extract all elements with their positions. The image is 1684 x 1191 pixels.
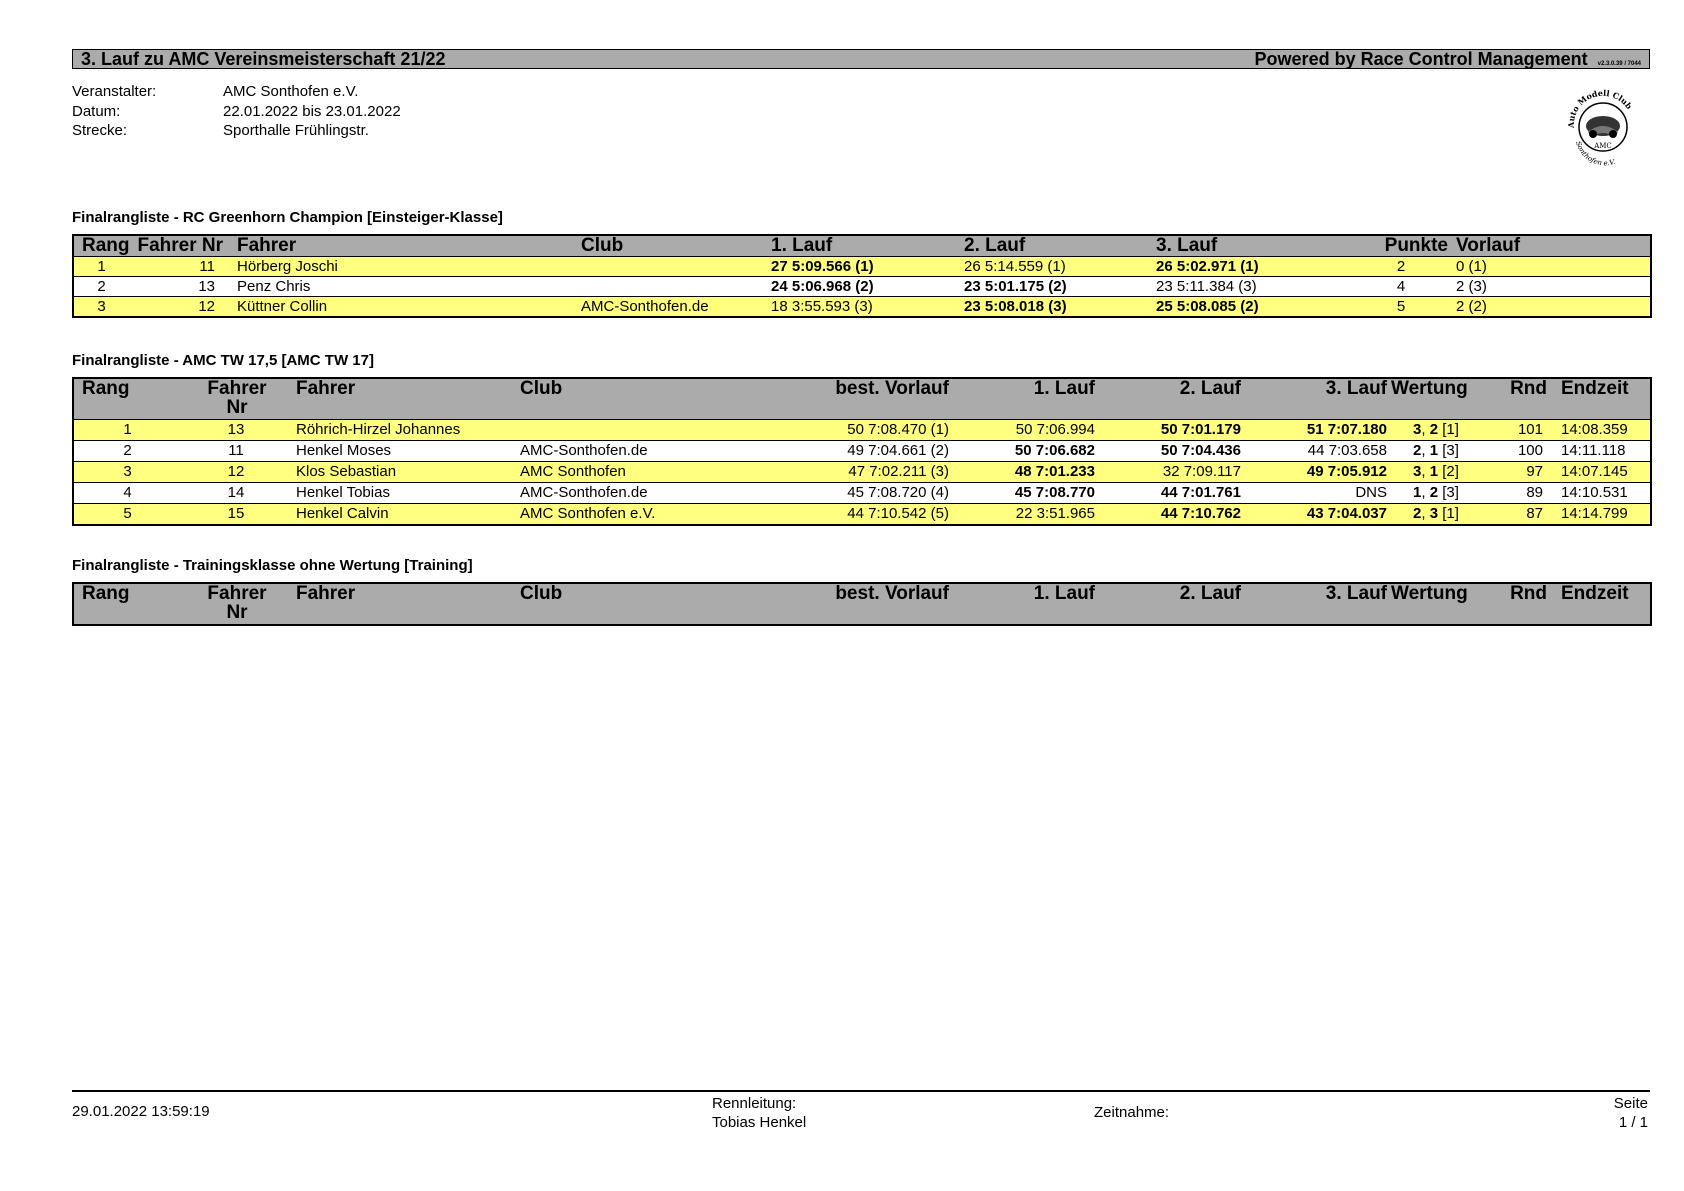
cell-club: AMC Sonthofen — [520, 462, 765, 483]
col-rang: Rang — [82, 378, 130, 399]
wertung-bracket: [3] — [1442, 484, 1459, 501]
report-header-bar — [72, 49, 1650, 69]
cell-lauf2: 26 5:14.559 (1) — [964, 257, 1156, 277]
col-lauf2: 2. Lauf — [964, 235, 1026, 256]
cell-best-vorlauf: 44 7:10.542 (5) — [765, 504, 953, 526]
col-endzeit: Endzeit — [1561, 378, 1629, 399]
cell-endzeit: 14:14.799 — [1551, 504, 1651, 526]
cell-nr: 12 — [129, 297, 229, 318]
page-label: Seite — [1613, 1095, 1648, 1112]
col-fahrer-nr: Fahrer Nr — [207, 378, 267, 418]
cell-club — [581, 257, 771, 277]
print-timestamp: 29.01.2022 13:59:19 — [72, 1103, 210, 1120]
col-fahrer: Fahrer — [296, 378, 356, 399]
version-label: v2.3.0.39 / 7044 — [1597, 60, 1641, 67]
cell-lauf3: 25 5:08.085 (2) — [1156, 297, 1346, 318]
cell-vorlauf: 0 (1) — [1456, 257, 1651, 277]
cell-club: AMC Sonthofen e.V. — [520, 504, 765, 526]
col-lauf2: 2. Lauf — [1179, 583, 1241, 604]
cell-rnd: 97 — [1481, 462, 1551, 483]
cell-club — [520, 420, 765, 441]
page-indicator — [1614, 1094, 1648, 1132]
cell-punkte: 5 — [1346, 297, 1456, 318]
organizer-label: Veranstalter: — [72, 83, 157, 100]
cell-lauf3: 44 7:03.658 — [1245, 441, 1391, 462]
race-director-name: Tobias Henkel — [712, 1114, 807, 1131]
cell-wertung: 1, 2 [3] — [1391, 483, 1481, 504]
wertung-first: 3 — [1413, 463, 1422, 480]
col-best-vorlauf: best. Vorlauf — [835, 583, 949, 604]
cell-fahrer: Penz Chris — [229, 277, 581, 297]
table-row — [73, 297, 1651, 318]
cell-lauf2: 23 5:01.175 (2) — [964, 277, 1156, 297]
col-lauf1: 1. Lauf — [771, 235, 833, 256]
club-logo — [1560, 82, 1646, 168]
cell-punkte: 4 — [1346, 277, 1456, 297]
cell-lauf1: 27 5:09.566 (1) — [771, 257, 964, 277]
cell-nr: 11 — [181, 441, 273, 462]
cell-wertung: 3, 2 [1] — [1391, 420, 1481, 441]
cell-club: AMC-Sonthofen.de — [520, 441, 765, 462]
col-lauf3: 3. Lauf — [1156, 235, 1218, 256]
cell-rang: 1 — [73, 257, 129, 277]
wertung-second: 1 — [1429, 463, 1439, 480]
cell-club: AMC-Sonthofen.de — [520, 483, 765, 504]
cell-rang: 2 — [73, 277, 129, 297]
table-header-row — [73, 378, 1651, 420]
wertung-bracket: [1] — [1442, 421, 1459, 438]
table-header-row — [73, 583, 1651, 625]
logo-bottom-text: Sonthofen e.V. — [1573, 140, 1617, 168]
col-lauf1: 1. Lauf — [1033, 583, 1095, 604]
tw17-results-table — [72, 377, 1652, 526]
col-lauf2: 2. Lauf — [1179, 378, 1241, 399]
cell-lauf1: 48 7:01.233 — [953, 462, 1099, 483]
cell-lauf3: 43 7:04.037 — [1245, 504, 1391, 526]
col-punkte: Punkte — [1384, 235, 1448, 256]
cell-lauf3: 23 5:11.384 (3) — [1156, 277, 1346, 297]
wertung-bracket: [3] — [1442, 442, 1459, 459]
col-fahrer-nr: Fahrer Nr — [207, 583, 267, 623]
section1-title: Finalrangliste - RC Greenhorn Champion [Einsteiger-Klasse] — [72, 209, 503, 226]
cell-nr: 12 — [181, 462, 273, 483]
date-value: 22.01.2022 bis 23.01.2022 — [223, 102, 401, 120]
cell-best-vorlauf: 49 7:04.661 (2) — [765, 441, 953, 462]
table-row — [73, 257, 1651, 277]
cell-rang: 4 — [73, 483, 181, 504]
cell-rnd: 100 — [1481, 441, 1551, 462]
cell-lauf2: 44 7:01.761 — [1099, 483, 1245, 504]
col-wertung: Wertung — [1391, 378, 1468, 399]
cell-nr: 11 — [129, 257, 229, 277]
cell-best-vorlauf: 50 7:08.470 (1) — [765, 420, 953, 441]
col-best-vorlauf: best. Vorlauf — [835, 378, 949, 399]
cell-lauf3: DNS — [1245, 483, 1391, 504]
col-rnd: Rnd — [1510, 583, 1547, 604]
cell-lauf1: 24 5:06.968 (2) — [771, 277, 964, 297]
col-club: Club — [520, 378, 563, 399]
cell-vorlauf: 2 (3) — [1456, 277, 1651, 297]
cell-rang: 5 — [73, 504, 181, 526]
col-lauf3: 3. Lauf — [1325, 378, 1387, 399]
col-fahrer: Fahrer — [296, 583, 356, 604]
table-row — [73, 420, 1651, 441]
wertung-bracket: [2] — [1442, 463, 1459, 480]
cell-fahrer: Röhrich-Hirzel Johannes — [288, 420, 520, 441]
date-label: Datum: — [72, 102, 121, 120]
wertung-first: 2 — [1413, 442, 1422, 459]
race-director-label: Rennleitung: — [712, 1095, 797, 1112]
col-wertung: Wertung — [1391, 583, 1468, 604]
wertung-bracket: [1] — [1442, 505, 1459, 522]
table-row — [73, 277, 1651, 297]
timing-label: Zeitnahme: — [1094, 1104, 1170, 1121]
col-lauf3: 3. Lauf — [1325, 583, 1387, 604]
logo-mid-text: AMC — [1594, 142, 1612, 150]
cell-vorlauf: 2 (2) — [1456, 297, 1651, 318]
wertung-first: 2 — [1413, 505, 1422, 522]
wertung-second: 2 — [1429, 484, 1439, 501]
cell-lauf2: 32 7:09.117 — [1099, 462, 1245, 483]
wertung-second: 2 — [1429, 421, 1439, 438]
greenhorn-results-table — [72, 234, 1652, 318]
cell-lauf2: 50 7:01.179 — [1099, 420, 1245, 441]
cell-rang: 1 — [73, 420, 181, 441]
powered-by-text: Powered by Race Control Management — [1254, 48, 1588, 69]
col-fahrer: Fahrer — [237, 235, 297, 256]
footer-divider — [72, 1090, 1650, 1092]
cell-lauf2: 50 7:04.436 — [1099, 441, 1245, 462]
cell-rang: 3 — [73, 297, 129, 318]
cell-rang: 3 — [73, 462, 181, 483]
organizer-value: AMC Sonthofen e.V. — [223, 83, 359, 100]
track-label: Strecke: — [72, 122, 128, 139]
page-number: 1 / 1 — [1618, 1114, 1648, 1131]
cell-fahrer: Küttner Collin — [229, 297, 581, 318]
cell-nr: 13 — [181, 420, 273, 441]
cell-club: AMC-Sonthofen.de — [581, 297, 771, 318]
cell-endzeit: 14:10.531 — [1551, 483, 1651, 504]
section3-title: Finalrangliste - Trainingsklasse ohne Wertung [Training] — [72, 557, 473, 574]
cell-punkte: 2 — [1346, 257, 1456, 277]
table-row — [73, 441, 1651, 462]
cell-wertung: 2, 1 [3] — [1391, 441, 1481, 462]
cell-wertung: 2, 3 [1] — [1391, 504, 1481, 526]
col-endzeit: Endzeit — [1561, 583, 1629, 604]
cell-lauf3: 51 7:07.180 — [1245, 420, 1391, 441]
cell-lauf3: 49 7:05.912 — [1245, 462, 1391, 483]
training-results-table — [72, 582, 1652, 626]
event-info — [72, 82, 401, 141]
cell-rnd: 101 — [1481, 420, 1551, 441]
section2-title: Finalrangliste - AMC TW 17,5 [AMC TW 17] — [72, 352, 374, 369]
col-club: Club — [581, 235, 624, 256]
wertung-second: 3 — [1429, 505, 1439, 522]
cell-fahrer: Klos Sebastian — [288, 462, 520, 483]
col-club: Club — [520, 583, 563, 604]
wertung-first: 1 — [1413, 484, 1422, 501]
cell-wertung: 3, 1 [2] — [1391, 462, 1481, 483]
cell-fahrer: Henkel Tobias — [288, 483, 520, 504]
cell-best-vorlauf: 47 7:02.211 (3) — [765, 462, 953, 483]
cell-lauf1: 22 3:51.965 — [953, 504, 1099, 526]
col-rang: Rang — [82, 235, 129, 256]
col-vorlauf: Vorlauf — [1456, 235, 1521, 256]
cell-endzeit: 14:11.118 — [1551, 441, 1651, 462]
table-row — [73, 483, 1651, 504]
cell-best-vorlauf: 45 7:08.720 (4) — [765, 483, 953, 504]
cell-nr: 15 — [181, 504, 273, 526]
col-rang: Rang — [82, 583, 130, 604]
cell-fahrer: Henkel Moses — [288, 441, 520, 462]
track-value: Sporthalle Frühlingstr. — [223, 122, 369, 139]
cell-nr: 14 — [181, 483, 273, 504]
table-header-row — [73, 235, 1651, 257]
cell-rang: 2 — [73, 441, 181, 462]
cell-lauf1: 50 7:06.682 — [953, 441, 1099, 462]
cell-rnd: 89 — [1481, 483, 1551, 504]
cell-fahrer: Hörberg Joschi — [229, 257, 581, 277]
cell-fahrer: Henkel Calvin — [288, 504, 520, 526]
cell-endzeit: 14:08.359 — [1551, 420, 1651, 441]
powered-by — [1255, 49, 1641, 70]
wertung-first: 3 — [1413, 421, 1422, 438]
cell-club — [581, 277, 771, 297]
cell-lauf2: 23 5:08.018 (3) — [964, 297, 1156, 318]
cell-endzeit: 14:07.145 — [1551, 462, 1651, 483]
col-fahrer-nr: Fahrer Nr — [137, 235, 223, 256]
col-lauf1: 1. Lauf — [1033, 378, 1095, 399]
table-row — [73, 462, 1651, 483]
cell-lauf1: 45 7:08.770 — [953, 483, 1099, 504]
cell-lauf3: 26 5:02.971 (1) — [1156, 257, 1346, 277]
cell-lauf2: 44 7:10.762 — [1099, 504, 1245, 526]
cell-rnd: 87 — [1481, 504, 1551, 526]
logo-top-text: Auto Modell Club — [1565, 87, 1635, 129]
report-title: 3. Lauf zu AMC Vereinsmeisterschaft 21/22 — [81, 48, 446, 69]
cell-lauf1: 18 3:55.593 (3) — [771, 297, 964, 318]
wertung-second: 1 — [1429, 442, 1439, 459]
race-director — [712, 1094, 806, 1132]
cell-nr: 13 — [129, 277, 229, 297]
table-row — [73, 504, 1651, 526]
cell-lauf1: 50 7:06.994 — [953, 420, 1099, 441]
col-rnd: Rnd — [1510, 378, 1547, 399]
